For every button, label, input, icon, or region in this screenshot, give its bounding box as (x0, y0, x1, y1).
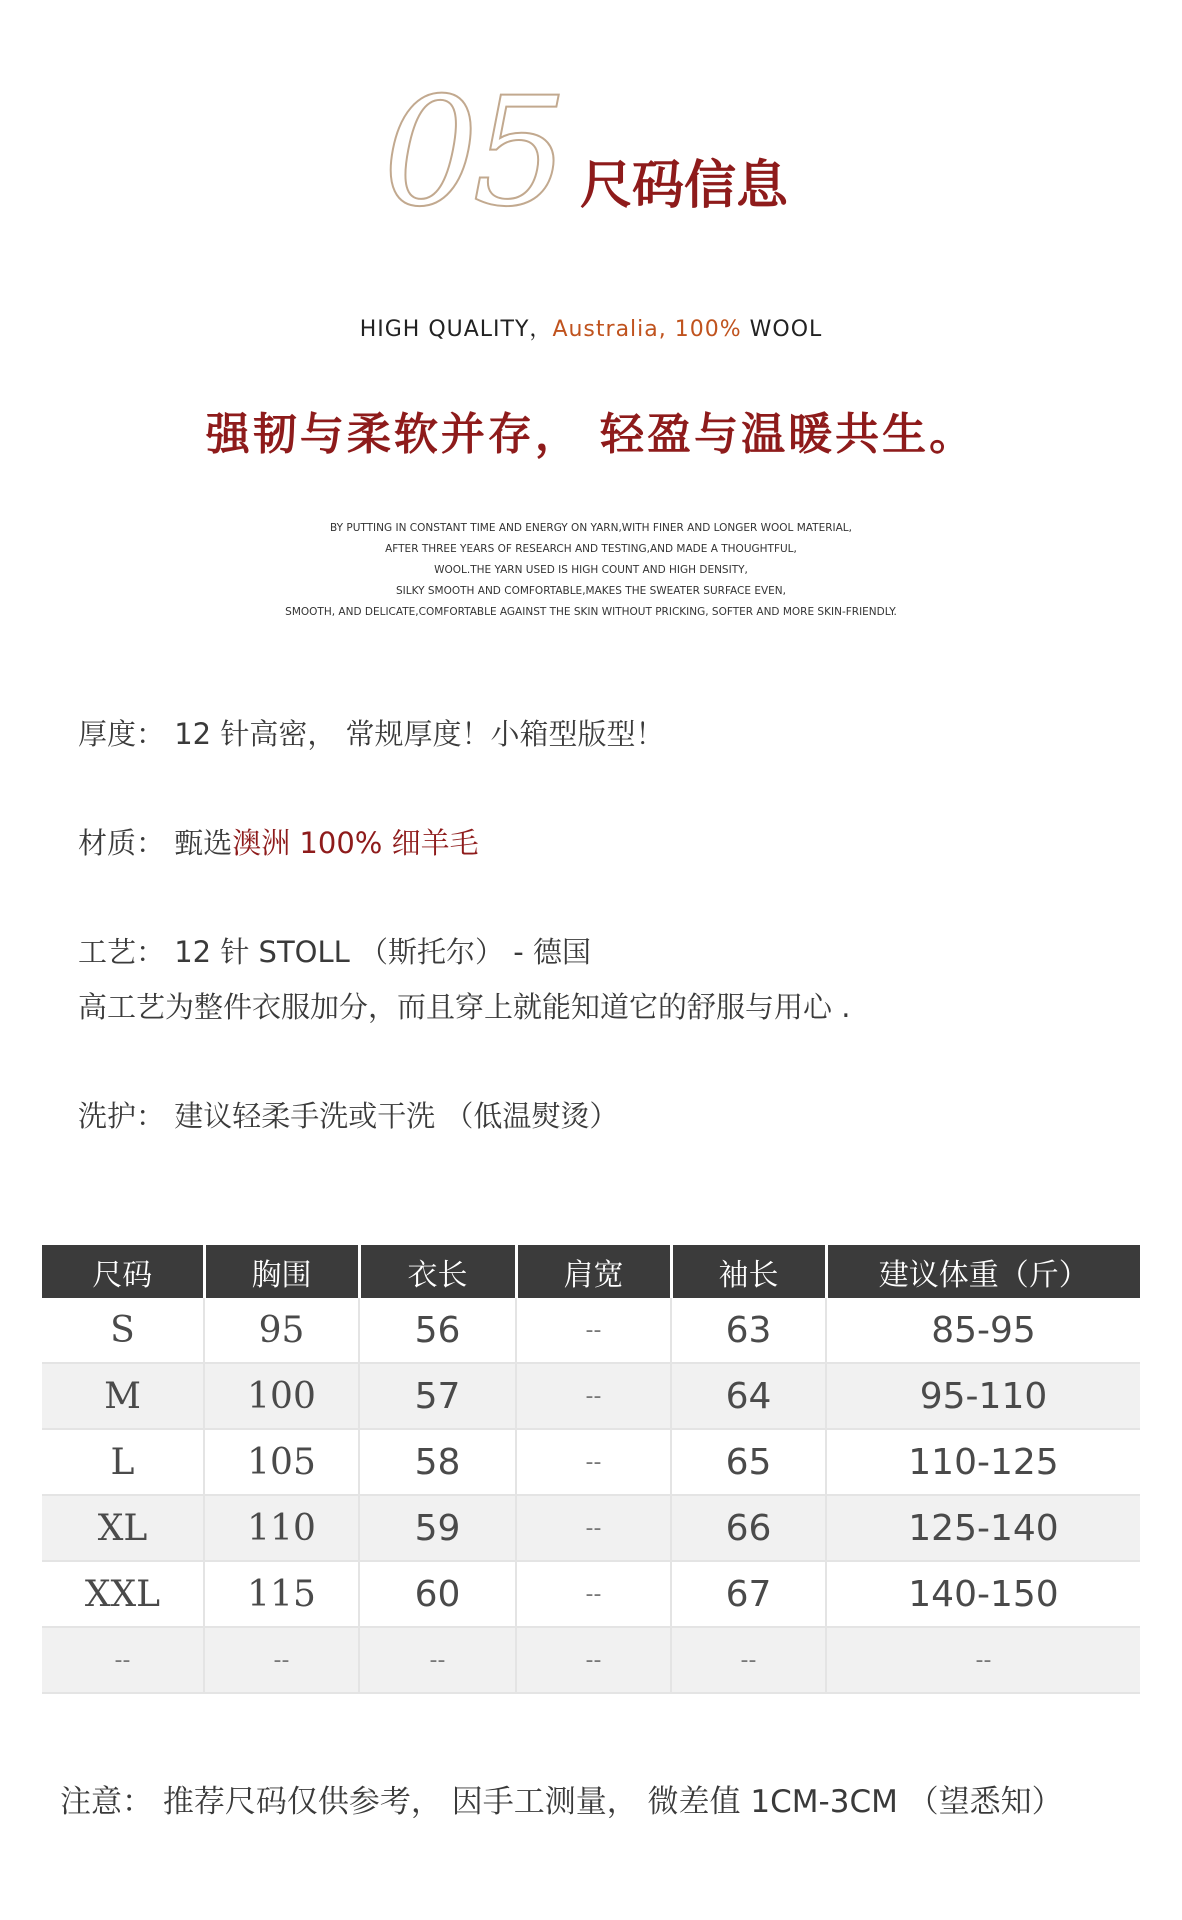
header-length: 衣长 (359, 1245, 516, 1298)
tagline-suffix: WOOL (741, 317, 823, 342)
header-weight: 建议体重（斤） (826, 1245, 1140, 1298)
table-row (42, 1363, 1140, 1429)
table-header-row (42, 1245, 1140, 1298)
cell-chest: 115 (204, 1561, 359, 1627)
cell-length: 59 (359, 1495, 516, 1561)
spec-craft: 工艺： 12 针 STOLL （斯托尔） - 德国 (78, 935, 591, 969)
english-line: SMOOTH, AND DELICATE,COMFORTABLE AGAINST THE SKIN WITHOUT PRICKING, SOFTER AND MORE SKIN-FRIENDLY. (285, 606, 897, 618)
cell-shoulder: -- (516, 1429, 671, 1495)
cell-sleeve: 65 (671, 1429, 826, 1495)
size-table (42, 1245, 1140, 1694)
cell-sleeve: 63 (671, 1298, 826, 1363)
cell-length: -- (359, 1627, 516, 1693)
english-line: BY PUTTING IN CONSTANT TIME AND ENERGY ON YARN,WITH FINER AND LONGER WOOL MATERIAL, (330, 522, 852, 534)
cell-length: 56 (359, 1298, 516, 1363)
cell-shoulder: -- (516, 1298, 671, 1363)
cell-sleeve: 64 (671, 1363, 826, 1429)
cell-size: XL (42, 1495, 204, 1561)
cell-chest: 100 (204, 1363, 359, 1429)
cell-weight: 110-125 (826, 1429, 1140, 1495)
cell-weight: 95-110 (826, 1363, 1140, 1429)
spec-care: 洗护： 建议轻柔手洗或干洗 （低温熨烫） (78, 1099, 619, 1133)
cell-shoulder: -- (516, 1363, 671, 1429)
cell-size: XXL (42, 1561, 204, 1627)
cell-shoulder: -- (516, 1495, 671, 1561)
cell-weight: -- (826, 1627, 1140, 1693)
cell-size: S (42, 1298, 204, 1363)
spec-material-label: 材质： 甄选 (78, 826, 233, 860)
english-line: AFTER THREE YEARS OF RESEARCH AND TESTING,AND MADE A THOUGHTFUL, (385, 543, 797, 555)
quality-tagline (0, 312, 1182, 343)
cell-chest: 110 (204, 1495, 359, 1561)
cell-size: M (42, 1363, 204, 1429)
english-line: WOOL.THE YARN USED IS HIGH COUNT AND HIGH DENSITY, (434, 564, 748, 576)
spec-material (78, 821, 479, 862)
cell-sleeve: -- (671, 1627, 826, 1693)
size-note: 注意： 推荐尺码仅供参考， 因手工测量， 微差值 1CM-3CM （望悉知） (60, 1784, 1063, 1820)
cell-chest: 105 (204, 1429, 359, 1495)
section-number: 05 (383, 66, 562, 240)
cell-length: 60 (359, 1561, 516, 1627)
cell-sleeve: 66 (671, 1495, 826, 1561)
cell-size: L (42, 1429, 204, 1495)
table-row (42, 1627, 1140, 1693)
english-description (0, 518, 1182, 623)
cell-length: 58 (359, 1429, 516, 1495)
cell-weight: 85-95 (826, 1298, 1140, 1363)
header-size: 尺码 (42, 1245, 204, 1298)
tagline-accent: Australia, 100% (552, 317, 742, 342)
slogan: 强韧与柔软并存， 轻盈与温暖共生。 (205, 409, 977, 460)
cell-sleeve: 67 (671, 1561, 826, 1627)
cell-weight: 140-150 (826, 1561, 1140, 1627)
header-chest: 胸围 (204, 1245, 359, 1298)
table-row (42, 1298, 1140, 1363)
tagline-prefix: HIGH QUALITY， (359, 317, 553, 342)
table-row (42, 1561, 1140, 1627)
cell-shoulder: -- (516, 1561, 671, 1627)
cell-chest: -- (204, 1627, 359, 1693)
table-row (42, 1495, 1140, 1561)
table-row (42, 1429, 1140, 1495)
cell-chest: 95 (204, 1298, 359, 1363)
section-title: 尺码信息 (580, 156, 789, 216)
cell-length: 57 (359, 1363, 516, 1429)
cell-shoulder: -- (516, 1627, 671, 1693)
cell-size: -- (42, 1627, 204, 1693)
spec-craft-detail: 高工艺为整件衣服加分，而且穿上就能知道它的舒服与用心 . (78, 990, 851, 1024)
cell-weight: 125-140 (826, 1495, 1140, 1561)
header-sleeve: 袖长 (671, 1245, 826, 1298)
header-shoulder: 肩宽 (516, 1245, 671, 1298)
english-line: SILKY SMOOTH AND COMFORTABLE,MAKES THE SWEATER SURFACE EVEN, (396, 585, 786, 597)
spec-material-value: 澳洲 100% 细羊毛 (232, 826, 479, 860)
spec-thickness: 厚度： 12 针高密， 常规厚度！小箱型版型！ (78, 717, 665, 751)
